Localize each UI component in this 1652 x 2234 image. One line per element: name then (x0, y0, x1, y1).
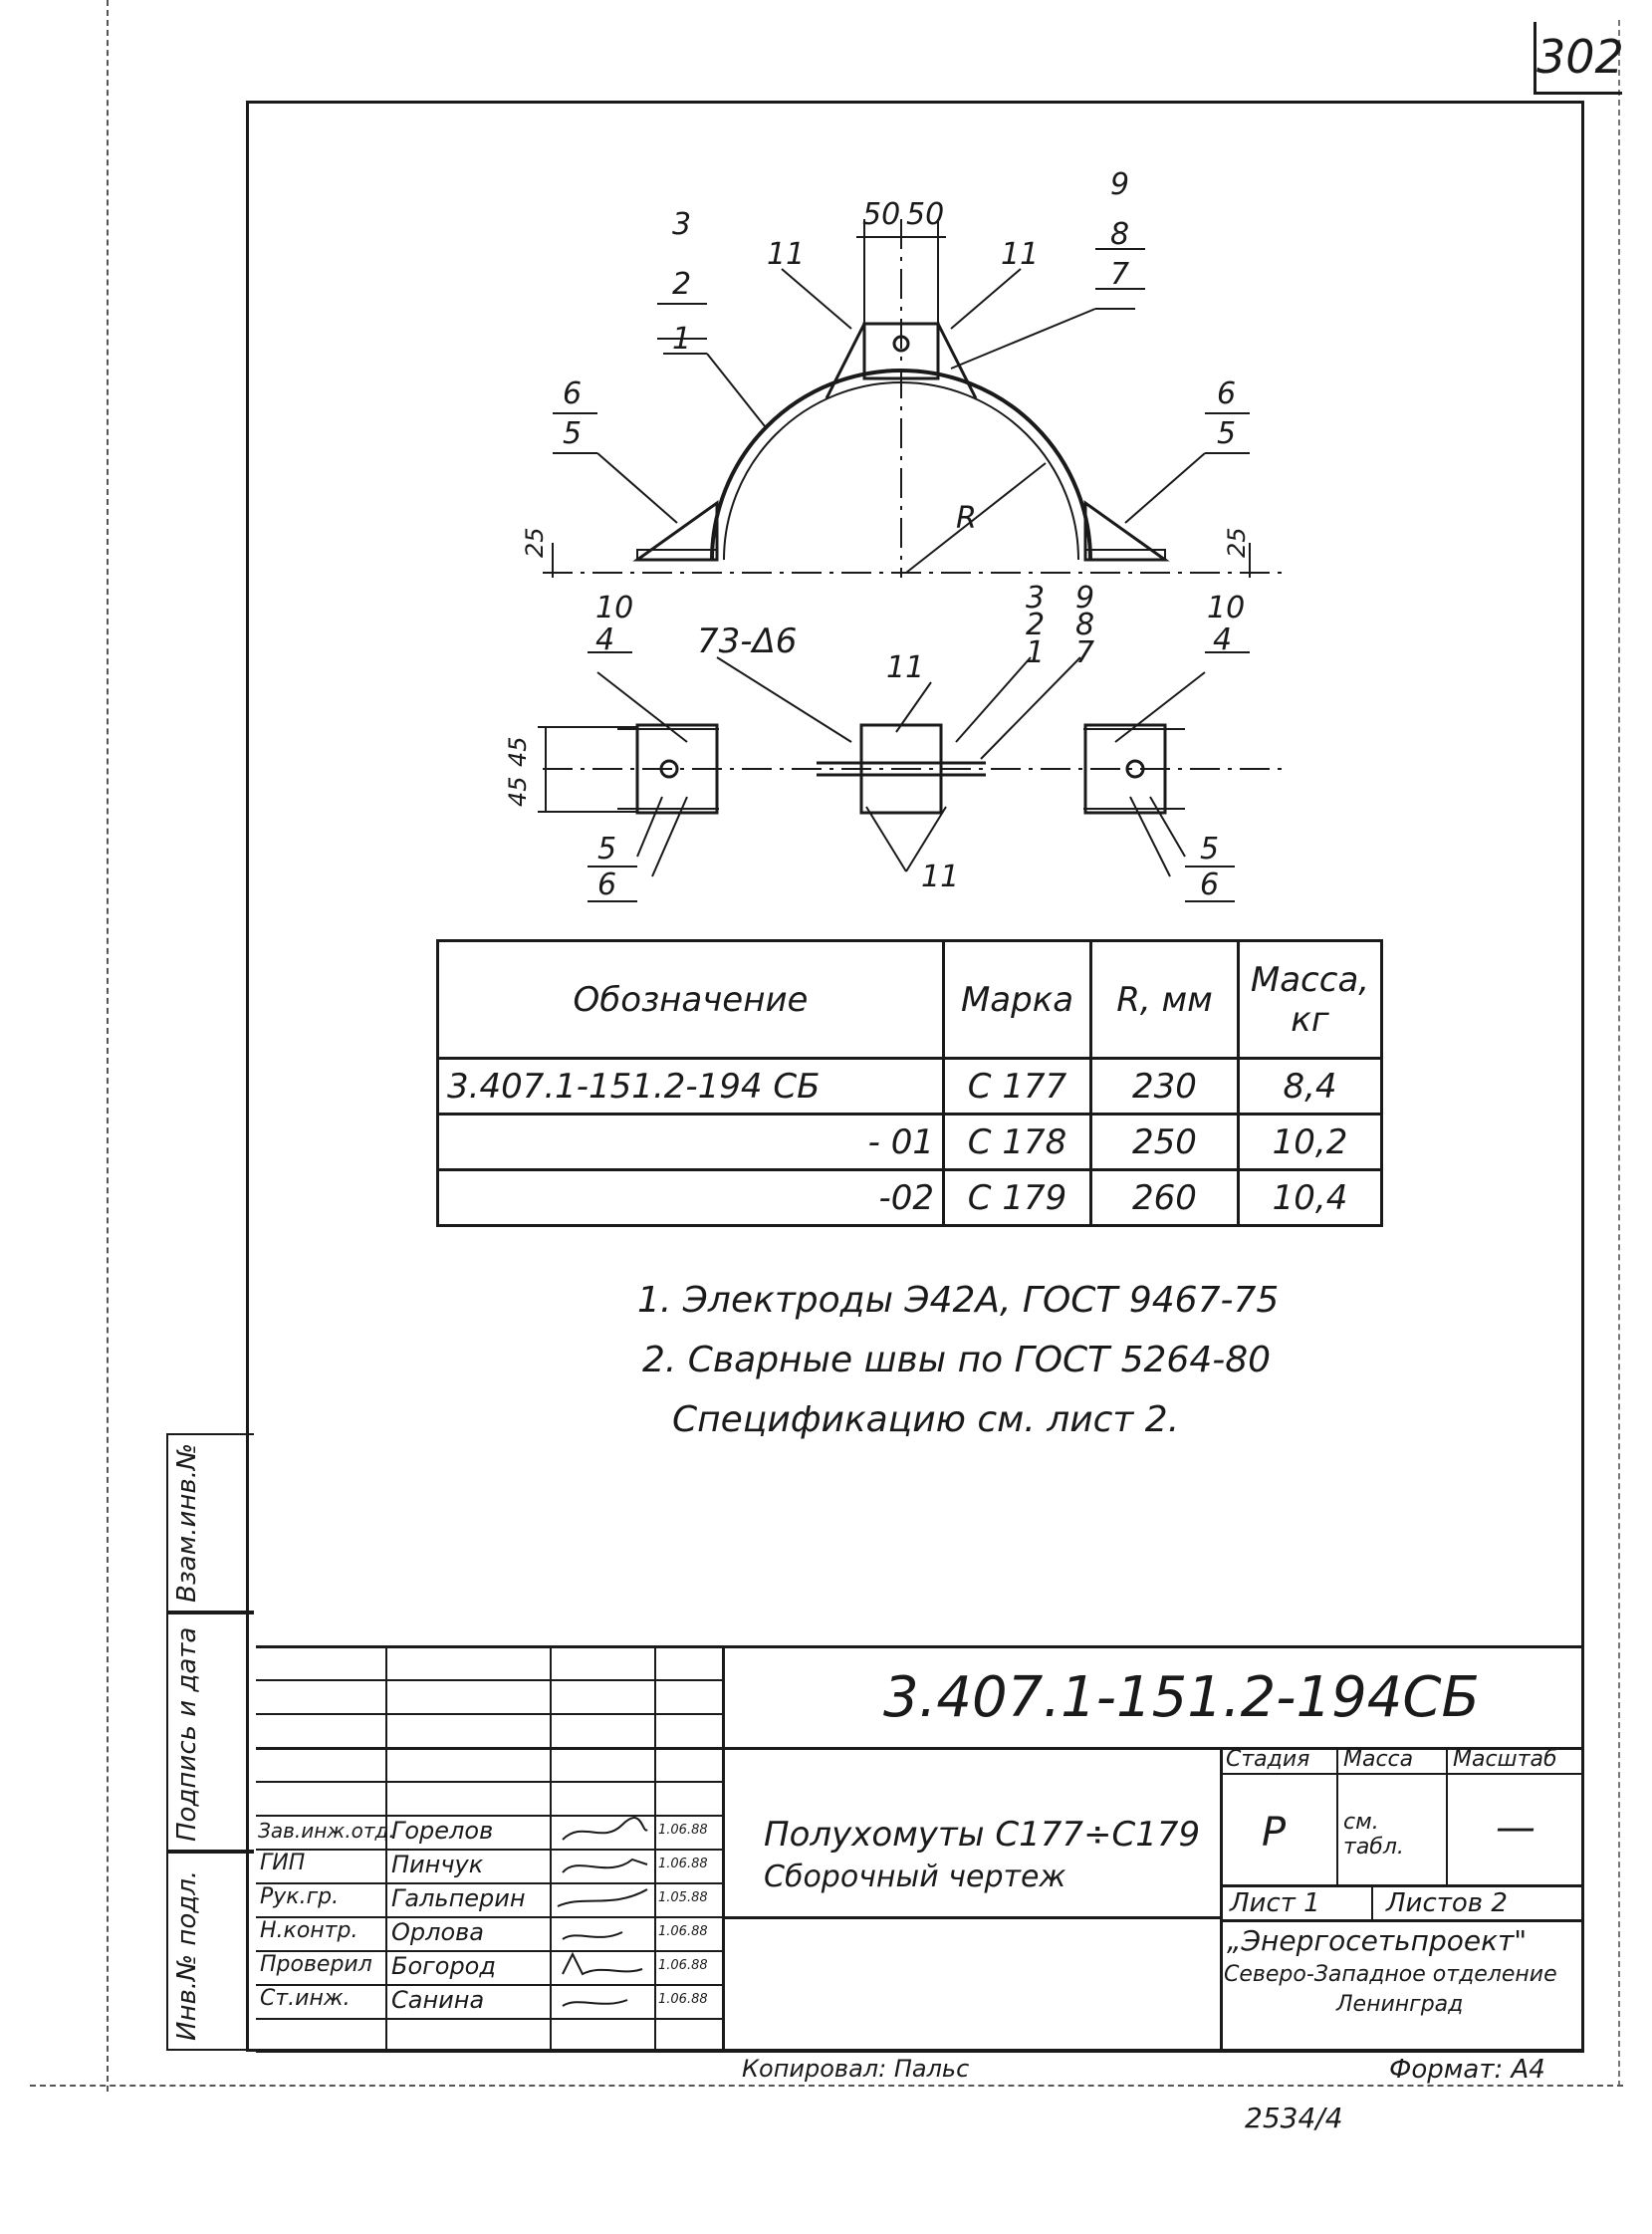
callout-11-left: 11 (767, 237, 806, 272)
sig-date: 1.06.88 (658, 1823, 708, 1838)
callout-7-plan: 7 (1075, 635, 1095, 670)
radius-label: R (956, 501, 977, 536)
drawing-title-line2: Сборочный чертеж (764, 1860, 1066, 1894)
callout-5-plan-right: 5 (1200, 832, 1220, 867)
callout-10-left: 10 (595, 591, 634, 625)
cell-radius: 250 (1091, 1115, 1239, 1170)
dim-50-right: 50 (906, 197, 945, 232)
callout-3: 3 (672, 207, 692, 242)
sig-name: Пинчук (391, 1851, 484, 1878)
header-designation: Обозначение (438, 941, 944, 1059)
header-mass: Масса, кг (1239, 941, 1382, 1059)
handwritten-signatures (553, 1815, 652, 2020)
dim-50-left: 50 (862, 197, 901, 232)
callout-1: 1 (672, 322, 692, 357)
sig-role: Зав.инж.отд. (258, 1819, 395, 1843)
callout-11-plan-bottom: 11 (921, 860, 960, 894)
callout-11-right: 11 (1001, 237, 1040, 272)
cell-mark: С 177 (944, 1059, 1091, 1115)
sig-name: Богород (391, 1952, 496, 1980)
cell-mark: С 179 (944, 1170, 1091, 1226)
org-line3: Ленинград (1336, 1992, 1464, 2017)
sig-role: Рук.гр. (260, 1884, 340, 1909)
callout-6-left: 6 (563, 376, 583, 411)
cell-designation: - 01 (438, 1115, 944, 1170)
callout-6-plan-right: 6 (1200, 868, 1220, 902)
cell-mark: С 178 (944, 1115, 1091, 1170)
sheet-number: 302 (1534, 22, 1622, 95)
sig-role: Проверил (260, 1952, 372, 1977)
cell-designation: 3.407.1-151.2-194 СБ (438, 1059, 944, 1115)
sheets-label: Листов 2 (1386, 1888, 1508, 1918)
copied-by: Копировал: Пальс (742, 2055, 970, 2083)
sig-role: ГИП (260, 1851, 306, 1875)
callout-4-right: 4 (1213, 622, 1233, 657)
header-radius: R, мм (1091, 941, 1239, 1059)
callout-10-right: 10 (1207, 591, 1246, 625)
sheet-label: Лист 1 (1230, 1888, 1320, 1918)
note-electrodes: 1. Электроды Э42А, ГОСТ 9467-75 (637, 1280, 1280, 1321)
callout-6-plan-left: 6 (597, 868, 617, 902)
callout-8-plan: 8 (1075, 608, 1095, 642)
scale-value: — (1496, 1805, 1535, 1851)
sig-name: Орлова (391, 1918, 484, 1946)
drawing-designation: 3.407.1-151.2-194СБ (883, 1665, 1480, 1730)
callout-1-plan: 1 (1026, 635, 1046, 670)
sig-name: Горелов (391, 1817, 494, 1845)
note-specification: Спецификацию см. лист 2. (672, 1399, 1180, 1440)
spec-table (436, 939, 1383, 1227)
cell-mass: 8,4 (1239, 1059, 1382, 1115)
note-welds: 2. Сварные швы по ГОСТ 5264-80 (642, 1340, 1272, 1380)
sig-name: Санина (391, 1986, 485, 2014)
sig-date: 1.06.88 (658, 1924, 708, 1939)
sig-date: 1.06.88 (658, 1992, 708, 2007)
callout-11-plan-top: 11 (886, 650, 925, 685)
cell-mass: 10,2 (1239, 1115, 1382, 1170)
table-row (438, 1170, 1382, 1226)
callout-9: 9 (1110, 167, 1130, 202)
stage-value: Р (1262, 1810, 1287, 1856)
mass-header: Масса (1343, 1747, 1414, 1772)
sig-date: 1.06.88 (658, 1857, 708, 1871)
callout-9-plan: 9 (1075, 581, 1095, 616)
callout-2: 2 (672, 267, 692, 302)
assembly-drawing (0, 0, 1652, 936)
side-label-replace: Взам.инв.№ (172, 1443, 202, 1603)
org-line1: „Энергосетьпроект" (1227, 1924, 1528, 1957)
callout-6-right: 6 (1217, 376, 1237, 411)
sig-date: 1.06.88 (658, 1958, 708, 1973)
mass-value: см. табл. (1343, 1810, 1404, 1860)
callout-7: 7 (1110, 257, 1130, 292)
callout-2-plan: 2 (1026, 608, 1046, 642)
archive-number: 2534/4 (1245, 2102, 1343, 2134)
callout-5-left: 5 (563, 416, 583, 451)
sig-role: Н.контр. (260, 1918, 358, 1943)
org-line2: Северо-Западное отделение (1224, 1962, 1557, 1987)
sig-role: Ст.инж. (260, 1986, 351, 2011)
drawing-title-line1: Полухомуты С177÷С179 (764, 1815, 1201, 1855)
sig-date: 1.05.88 (658, 1890, 708, 1905)
cell-designation: -02 (438, 1170, 944, 1226)
outer-frame-bottom (30, 2085, 1623, 2087)
table-row (438, 1059, 1382, 1115)
format-label: Формат: А4 (1389, 2055, 1545, 2085)
callout-8: 8 (1110, 217, 1130, 252)
scale-header: Масштаб (1453, 1747, 1557, 1772)
side-label-signature: Подпись и дата (172, 1626, 202, 1842)
cell-mass: 10,4 (1239, 1170, 1382, 1226)
cell-radius: 260 (1091, 1170, 1239, 1226)
dim-25-left: 25 (521, 527, 549, 558)
title-block (256, 1645, 1584, 2052)
side-label-inventory: Инв.№ подл. (172, 1869, 202, 2041)
callout-5-plan-left: 5 (597, 832, 617, 867)
callout-4-left: 4 (595, 622, 615, 657)
dim-45-bottom: 45 (504, 776, 532, 807)
header-mark: Марка (944, 941, 1091, 1059)
side-stamp (166, 1433, 256, 2051)
dim-25-right: 25 (1223, 527, 1251, 558)
table-row (438, 1115, 1382, 1170)
callout-3-plan: 3 (1026, 581, 1046, 616)
stage-header: Стадия (1226, 1747, 1310, 1772)
spec-table-header (438, 941, 1382, 1059)
cell-radius: 230 (1091, 1059, 1239, 1115)
weld-label: 73-Δ6 (697, 621, 798, 661)
sig-name: Гальперин (391, 1884, 526, 1912)
dim-45-top: 45 (504, 736, 532, 767)
callout-5-right: 5 (1217, 416, 1237, 451)
